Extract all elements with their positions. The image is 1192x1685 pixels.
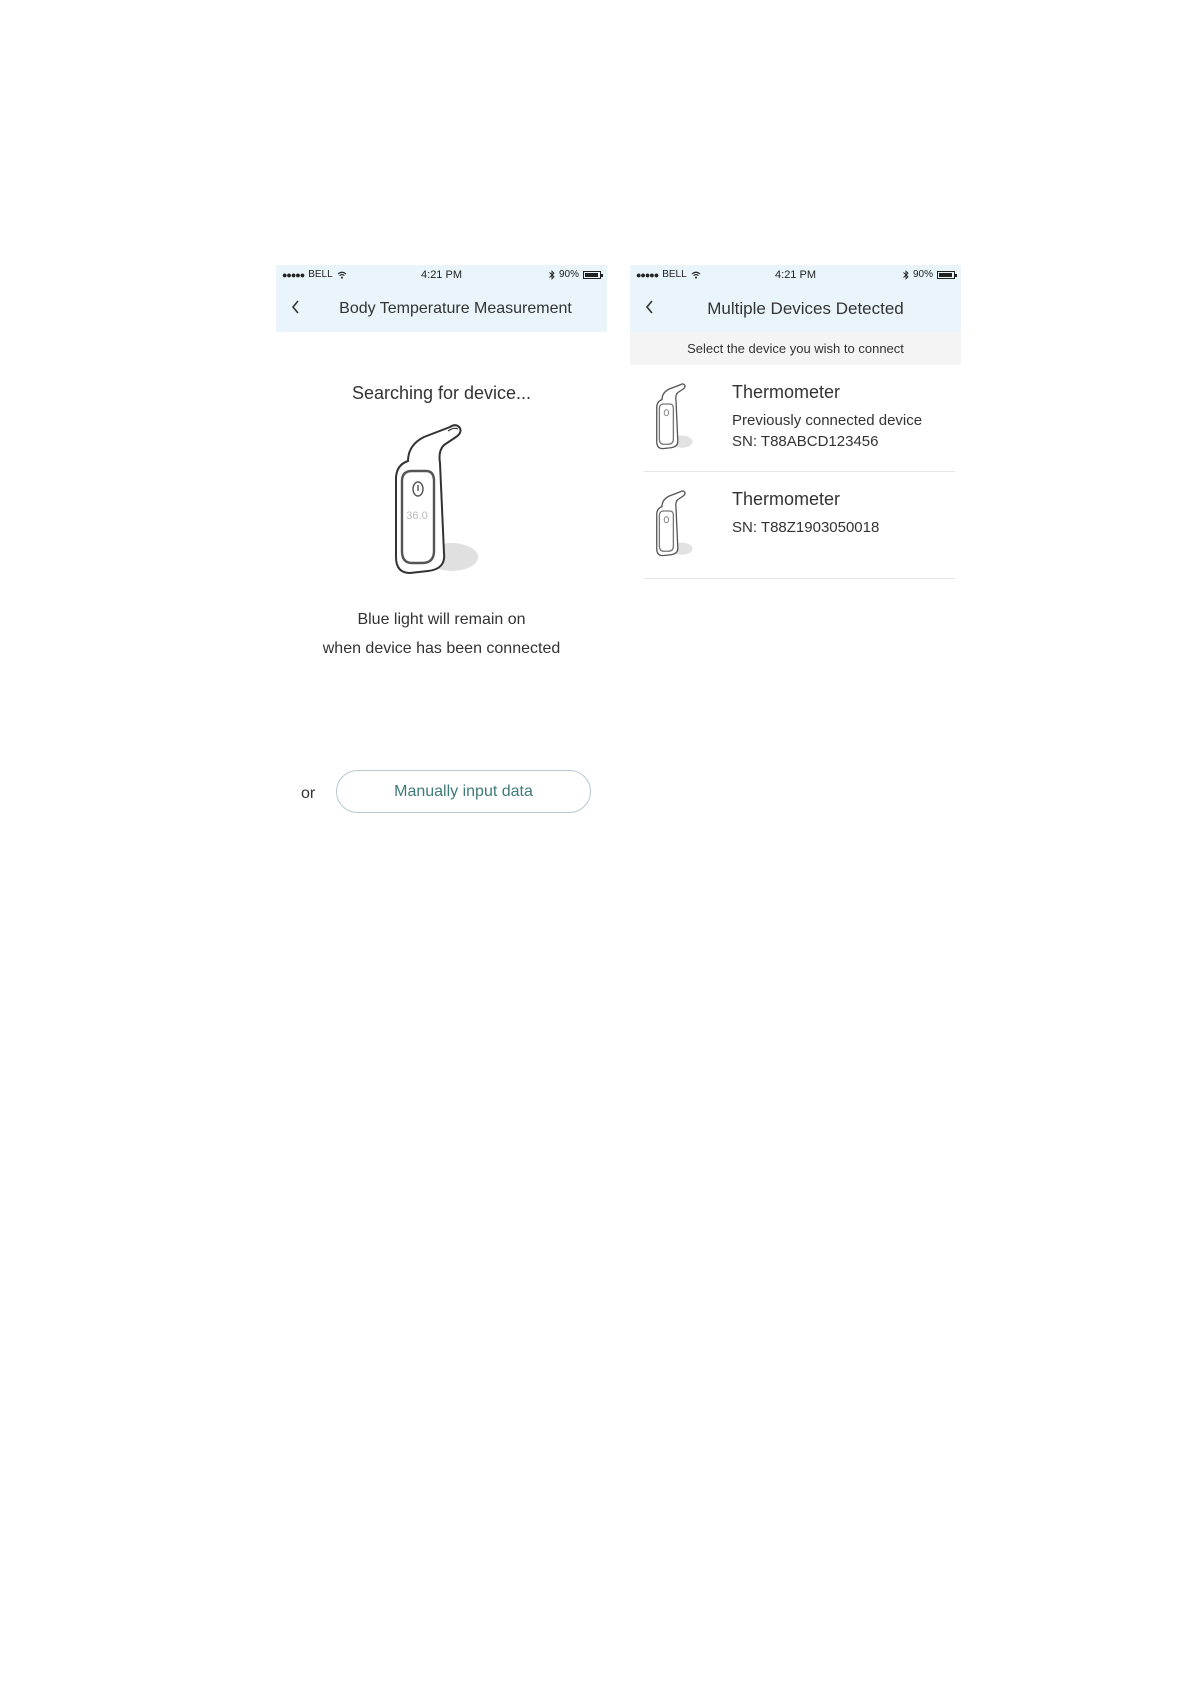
ear-thermometer-icon	[652, 490, 700, 560]
page-title: Body Temperature Measurement	[339, 300, 572, 317]
battery-icon	[583, 271, 601, 279]
battery-icon	[937, 271, 955, 279]
device-serial: SN: T88Z1903050018	[732, 519, 880, 536]
device-serial: SN: T88ABCD123456	[732, 433, 879, 450]
bluetooth-icon	[549, 270, 555, 280]
page-title: Multiple Devices Detected	[707, 299, 904, 318]
ear-thermometer-icon	[390, 423, 490, 583]
battery-percent: 90%	[912, 269, 933, 280]
carrier-label: BELL	[662, 269, 687, 280]
status-bar	[630, 265, 961, 286]
status-bar	[276, 265, 607, 286]
select-device-prompt: Select the device you wish to connect	[630, 332, 961, 365]
multiple-devices-screen	[630, 265, 961, 595]
device-list	[644, 365, 955, 579]
battery-percent: 90%	[558, 269, 579, 280]
status-time: 4:21 PM	[775, 269, 816, 281]
device-note: Previously connected device	[732, 412, 923, 429]
device-display-reading: 36.0	[406, 510, 428, 522]
chevron-left-icon[interactable]	[286, 297, 306, 317]
or-label: or	[301, 785, 316, 802]
device-name: Thermometer	[732, 489, 841, 509]
status-time: 4:21 PM	[421, 269, 462, 281]
device-name: Thermometer	[732, 382, 841, 402]
carrier-label: BELL	[308, 269, 333, 280]
nav-bar	[630, 286, 961, 332]
searching-text: Searching for device...	[351, 383, 532, 403]
manually-input-data-button[interactable]: Manually input data	[336, 770, 591, 813]
nav-bar	[276, 286, 607, 332]
connection-hint	[276, 605, 607, 663]
signal-dots-icon: ●●●●●	[636, 269, 659, 280]
signal-dots-icon: ●●●●●	[282, 269, 305, 280]
hint-line-1: Blue light will remain on	[357, 611, 526, 628]
device-list-item[interactable]	[644, 472, 955, 579]
bluetooth-icon	[903, 270, 909, 280]
device-list-item[interactable]	[644, 365, 955, 472]
ear-thermometer-icon	[652, 383, 700, 453]
searching-screen	[276, 265, 607, 825]
hint-line-2: when device has been connected	[322, 640, 561, 657]
